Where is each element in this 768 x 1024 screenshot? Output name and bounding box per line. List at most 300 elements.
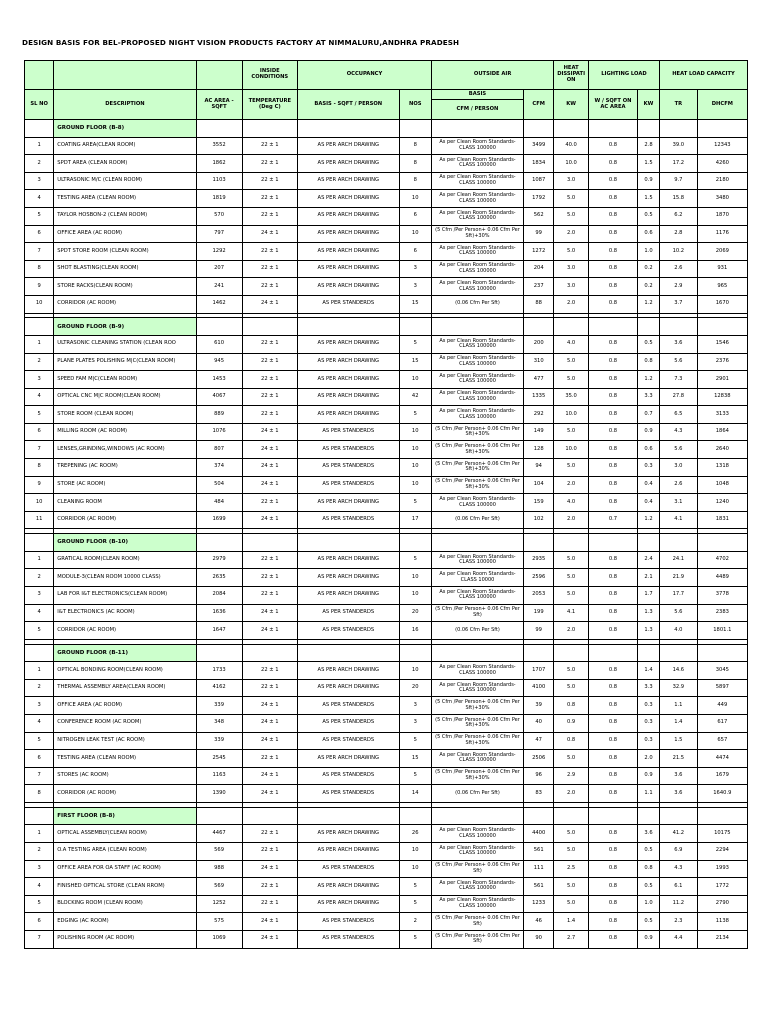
cell-description: ULTRASONIC CLEANING STATION (CLEAN ROO xyxy=(54,335,196,353)
cell-heat-kw: 5.0 xyxy=(554,459,589,477)
cell-lighting-kw: 1.4 xyxy=(638,662,660,680)
cell-w-sqft: 0.8 xyxy=(588,767,637,785)
cell-lighting-kw: 0.5 xyxy=(638,842,660,860)
cell-basis-sqft-person: AS PER STANDERDS xyxy=(298,423,399,441)
cell-basis-sqft-person: AS PER ARCH DRAWING xyxy=(298,494,399,512)
header-ac-area: AC AREA - SQFT xyxy=(196,90,242,120)
cell-description: PLANE PLATES POLISHING M|C(CLEAN ROOM) xyxy=(54,353,196,371)
cell-description: STORES (AC ROOM) xyxy=(54,767,196,785)
cell-tr: 15.8 xyxy=(660,190,698,208)
section-title: GROUND FLOOR (B-11) xyxy=(54,644,196,662)
cell-w-sqft: 0.8 xyxy=(588,842,637,860)
cell-tr: 7.3 xyxy=(660,371,698,389)
cell-basis-sqft-person: AS PER ARCH DRAWING xyxy=(298,825,399,843)
cell-cfm: 88 xyxy=(524,295,554,313)
cell-ac-area: 4162 xyxy=(196,679,242,697)
document-title: DESIGN BASIS FOR BEL-PROPOSED NIGHT VISION PRODUCTS FACTORY AT NIMMALURU,ANDHRA PRADESH xyxy=(22,38,460,47)
table-row xyxy=(25,622,748,640)
cell-outside-air-basis: (5 Cfm /Per Person+ 0.06 Cfm Per Sft) xyxy=(431,860,523,878)
section-blank-cell xyxy=(298,318,399,336)
cell-dhcfm: 1870 xyxy=(697,207,747,225)
cell-description: CONFERENCE ROOM (AC ROOM) xyxy=(54,714,196,732)
cell-outside-air-basis: As per Clean Room Standards-CLASS 100000 xyxy=(431,137,523,155)
section-blank-cell xyxy=(25,318,54,336)
cell-heat-kw: 2.9 xyxy=(554,767,589,785)
cell-nos: 5 xyxy=(399,406,431,424)
table-row xyxy=(25,155,748,173)
cell-heat-kw: 5.0 xyxy=(554,551,589,569)
cell-outside-air-basis: As per Clean Room Standards-CLASS 100000 xyxy=(431,551,523,569)
cell-tr: 1.4 xyxy=(660,714,698,732)
cell-heat-kw: 35.0 xyxy=(554,388,589,406)
cell-sl-no: 6 xyxy=(25,225,54,243)
cell-sl-no: 3 xyxy=(25,697,54,715)
header-description: DESCRIPTION xyxy=(54,90,196,120)
cell-sl-no: 9 xyxy=(25,476,54,494)
cell-cfm: 96 xyxy=(524,767,554,785)
cell-w-sqft: 0.8 xyxy=(588,551,637,569)
cell-sl-no: 7 xyxy=(25,441,54,459)
cell-cfm: 39 xyxy=(524,697,554,715)
cell-heat-kw: 10.0 xyxy=(554,155,589,173)
cell-heat-kw: 3.0 xyxy=(554,278,589,296)
cell-temperature: 22 ± 1 xyxy=(242,335,297,353)
cell-temperature: 22 ± 1 xyxy=(242,406,297,424)
table-row xyxy=(25,243,748,261)
section-blank-cell xyxy=(399,807,431,825)
section-blank-cell xyxy=(242,644,297,662)
cell-w-sqft: 0.8 xyxy=(588,662,637,680)
cell-nos: 3 xyxy=(399,714,431,732)
cell-outside-air-basis: As per Clean Room Standards-CLASS 100000 xyxy=(431,662,523,680)
section-blank-cell xyxy=(242,534,297,552)
cell-nos: 42 xyxy=(399,388,431,406)
cell-heat-kw: 2.0 xyxy=(554,476,589,494)
cell-nos: 2 xyxy=(399,913,431,931)
cell-heat-kw: 2.7 xyxy=(554,930,589,948)
cell-basis-sqft-person: AS PER ARCH DRAWING xyxy=(298,172,399,190)
cell-heat-kw: 0.8 xyxy=(554,732,589,750)
cell-lighting-kw: 2.8 xyxy=(638,137,660,155)
cell-outside-air-basis: (5 Cfm /Per Person+ 0.06 Cfm Per Sft) xyxy=(431,604,523,622)
table-row xyxy=(25,767,748,785)
cell-w-sqft: 0.8 xyxy=(588,587,637,605)
cell-description: NITROGEN LEAK TEST (AC ROOM) xyxy=(54,732,196,750)
table-row xyxy=(25,190,748,208)
cell-nos: 10 xyxy=(399,662,431,680)
cell-description: O.A TESTING AREA (CLEAN ROOM) xyxy=(54,842,196,860)
cell-sl-no: 4 xyxy=(25,604,54,622)
cell-dhcfm: 1318 xyxy=(697,459,747,477)
cell-w-sqft: 0.8 xyxy=(588,190,637,208)
cell-tr: 1.5 xyxy=(660,732,698,750)
cell-dhcfm: 5897 xyxy=(697,679,747,697)
cell-heat-kw: 5.0 xyxy=(554,679,589,697)
cell-temperature: 22 ± 1 xyxy=(242,825,297,843)
cell-heat-kw: 2.5 xyxy=(554,860,589,878)
cell-sl-no: 1 xyxy=(25,335,54,353)
cell-cfm: 4100 xyxy=(524,679,554,697)
table-header xyxy=(25,61,748,120)
cell-cfm: 104 xyxy=(524,476,554,494)
cell-nos: 5 xyxy=(399,895,431,913)
cell-cfm: 1792 xyxy=(524,190,554,208)
cell-ac-area: 807 xyxy=(196,441,242,459)
cell-nos: 15 xyxy=(399,750,431,768)
cell-nos: 5 xyxy=(399,551,431,569)
cell-temperature: 22 ± 1 xyxy=(242,750,297,768)
cell-description: OPTICAL ASSEMBLY(CLEAN ROOM) xyxy=(54,825,196,843)
cell-ac-area: 1163 xyxy=(196,767,242,785)
cell-heat-kw: 10.0 xyxy=(554,406,589,424)
cell-nos: 5 xyxy=(399,767,431,785)
cell-description: TESTING AREA (CLEAN ROOM) xyxy=(54,190,196,208)
cell-sl-no: 5 xyxy=(25,406,54,424)
cell-temperature: 22 ± 1 xyxy=(242,172,297,190)
cell-ac-area: 339 xyxy=(196,697,242,715)
cell-w-sqft: 0.8 xyxy=(588,860,637,878)
table-row xyxy=(25,860,748,878)
cell-outside-air-basis: As per Clean Room Standards-CLASS 100000 xyxy=(431,878,523,896)
cell-outside-air-basis: (5 Cfm /Per Person+ 0.06 Cfm Per Sft)+30% xyxy=(431,459,523,477)
cell-tr: 3.6 xyxy=(660,785,698,803)
cell-heat-kw: 10.0 xyxy=(554,441,589,459)
cell-heat-kw: 3.0 xyxy=(554,260,589,278)
section-blank-cell xyxy=(697,807,747,825)
cell-cfm: 1834 xyxy=(524,155,554,173)
cell-basis-sqft-person: AS PER STANDERDS xyxy=(298,714,399,732)
section-title: GROUND FLOOR (B-9) xyxy=(54,318,196,336)
cell-outside-air-basis: (5 Cfm /Per Person+ 0.06 Cfm Per Sft)+30% xyxy=(431,423,523,441)
cell-description: MODULE-3(CLEAN ROOM 10000 CLASS) xyxy=(54,569,196,587)
table-row xyxy=(25,878,748,896)
cell-dhcfm: 3045 xyxy=(697,662,747,680)
section-blank-cell xyxy=(524,120,554,138)
cell-basis-sqft-person: AS PER STANDERDS xyxy=(298,511,399,529)
cell-basis-sqft-person: AS PER ARCH DRAWING xyxy=(298,371,399,389)
cell-basis-sqft-person: AS PER ARCH DRAWING xyxy=(298,260,399,278)
section-blank-cell xyxy=(588,807,637,825)
cell-description: SPDT AREA (CLEAN ROOM) xyxy=(54,155,196,173)
cell-outside-air-basis: As per Clean Room Standards-CLASS 100000 xyxy=(431,207,523,225)
section-blank-cell xyxy=(399,120,431,138)
table-row xyxy=(25,441,748,459)
section-blank-cell xyxy=(660,318,698,336)
cell-w-sqft: 0.8 xyxy=(588,137,637,155)
cell-nos: 17 xyxy=(399,511,431,529)
cell-tr: 41.2 xyxy=(660,825,698,843)
cell-temperature: 24 ± 1 xyxy=(242,476,297,494)
cell-cfm: 292 xyxy=(524,406,554,424)
cell-outside-air-basis: As per Clean Room Standards-CLASS 100000 xyxy=(431,278,523,296)
cell-cfm: 159 xyxy=(524,494,554,512)
cell-cfm: 4400 xyxy=(524,825,554,843)
cell-outside-air-basis: As per Clean Room Standards-CLASS 100000 xyxy=(431,155,523,173)
cell-cfm: 90 xyxy=(524,930,554,948)
section-blank-cell xyxy=(431,318,523,336)
cell-temperature: 24 ± 1 xyxy=(242,622,297,640)
cell-lighting-kw: 1.2 xyxy=(638,371,660,389)
cell-cfm: 310 xyxy=(524,353,554,371)
cell-basis-sqft-person: AS PER STANDERDS xyxy=(298,441,399,459)
section-blank-cell xyxy=(25,644,54,662)
cell-description: ULTRASONIC M/C (CLEAN ROOM) xyxy=(54,172,196,190)
cell-dhcfm: 1679 xyxy=(697,767,747,785)
cell-sl-no: 3 xyxy=(25,172,54,190)
cell-cfm: 2596 xyxy=(524,569,554,587)
cell-tr: 6.1 xyxy=(660,878,698,896)
cell-heat-kw: 2.0 xyxy=(554,622,589,640)
cell-cfm: 237 xyxy=(524,278,554,296)
table-row xyxy=(25,172,748,190)
cell-ac-area: 1453 xyxy=(196,371,242,389)
cell-dhcfm: 12343 xyxy=(697,137,747,155)
cell-dhcfm: 2294 xyxy=(697,842,747,860)
cell-dhcfm: 1240 xyxy=(697,494,747,512)
cell-cfm: 1087 xyxy=(524,172,554,190)
cell-tr: 21.5 xyxy=(660,750,698,768)
section-blank-cell xyxy=(697,318,747,336)
cell-tr: 4.3 xyxy=(660,423,698,441)
cell-nos: 14 xyxy=(399,785,431,803)
cell-ac-area: 1103 xyxy=(196,172,242,190)
cell-lighting-kw: 2.1 xyxy=(638,569,660,587)
cell-tr: 2.9 xyxy=(660,278,698,296)
cell-dhcfm: 1670 xyxy=(697,295,747,313)
cell-heat-kw: 5.0 xyxy=(554,353,589,371)
header-blank xyxy=(196,61,242,90)
cell-cfm: 94 xyxy=(524,459,554,477)
cell-cfm: 1272 xyxy=(524,243,554,261)
cell-ac-area: 569 xyxy=(196,878,242,896)
section-blank-cell xyxy=(638,120,660,138)
cell-nos: 26 xyxy=(399,825,431,843)
cell-description: STORE (AC ROOM) xyxy=(54,476,196,494)
cell-dhcfm: 2134 xyxy=(697,930,747,948)
cell-w-sqft: 0.7 xyxy=(588,511,637,529)
cell-w-sqft: 0.8 xyxy=(588,278,637,296)
cell-dhcfm: 2069 xyxy=(697,243,747,261)
table-row xyxy=(25,551,748,569)
cell-lighting-kw: 1.0 xyxy=(638,895,660,913)
cell-outside-air-basis: As per Clean Room Standards-CLASS 100000 xyxy=(431,587,523,605)
cell-lighting-kw: 3.3 xyxy=(638,679,660,697)
cell-tr: 6.9 xyxy=(660,842,698,860)
cell-outside-air-basis: As per Clean Room Standards-CLASS 100000 xyxy=(431,335,523,353)
cell-outside-air-basis: (5 Cfm /Per Person+ 0.06 Cfm Per Sft)+30% xyxy=(431,476,523,494)
cell-outside-air-basis: (0.06 Cfm Per Sft) xyxy=(431,295,523,313)
cell-basis-sqft-person: AS PER ARCH DRAWING xyxy=(298,842,399,860)
cell-dhcfm: 1831 xyxy=(697,511,747,529)
cell-w-sqft: 0.8 xyxy=(588,930,637,948)
section-blank-cell xyxy=(588,534,637,552)
section-blank-cell xyxy=(431,644,523,662)
cell-cfm: 149 xyxy=(524,423,554,441)
cell-tr: 24.1 xyxy=(660,551,698,569)
cell-dhcfm: 2901 xyxy=(697,371,747,389)
cell-sl-no: 1 xyxy=(25,825,54,843)
cell-description: LENSES,GRINDING,WINDOWS (AC ROOM) xyxy=(54,441,196,459)
table-body xyxy=(25,120,748,949)
cell-description: TAYLOR HOSBON-2 (CLEAN ROOM) xyxy=(54,207,196,225)
cell-tr: 4.3 xyxy=(660,860,698,878)
cell-description: STORE RACKS(CLEAN ROOM) xyxy=(54,278,196,296)
cell-sl-no: 6 xyxy=(25,423,54,441)
cell-ac-area: 207 xyxy=(196,260,242,278)
header-occupancy: OCCUPANCY xyxy=(298,61,432,90)
cell-temperature: 24 ± 1 xyxy=(242,732,297,750)
table-row xyxy=(25,406,748,424)
cell-temperature: 22 ± 1 xyxy=(242,587,297,605)
cell-nos: 5 xyxy=(399,494,431,512)
cell-dhcfm: 1640.9 xyxy=(697,785,747,803)
cell-nos: 8 xyxy=(399,137,431,155)
cell-outside-air-basis: As per Clean Room Standards-CLASS 100000 xyxy=(431,406,523,424)
header-sl-no: SL NO xyxy=(25,90,54,120)
cell-heat-kw: 4.1 xyxy=(554,604,589,622)
cell-dhcfm: 1772 xyxy=(697,878,747,896)
cell-tr: 39.0 xyxy=(660,137,698,155)
cell-description: I&T ELECTRONICS (AC ROOM) xyxy=(54,604,196,622)
section-blank-cell xyxy=(298,807,399,825)
cell-nos: 10 xyxy=(399,225,431,243)
cell-dhcfm: 657 xyxy=(697,732,747,750)
cell-basis-sqft-person: AS PER STANDERDS xyxy=(298,860,399,878)
cell-basis-sqft-person: AS PER STANDERDS xyxy=(298,732,399,750)
cell-ac-area: 1462 xyxy=(196,295,242,313)
cell-dhcfm: 2640 xyxy=(697,441,747,459)
cell-ac-area: 1076 xyxy=(196,423,242,441)
header-cfm-person: CFM / PERSON xyxy=(431,100,523,120)
header-blank xyxy=(54,61,196,90)
cell-heat-kw: 40.0 xyxy=(554,137,589,155)
cell-lighting-kw: 0.9 xyxy=(638,172,660,190)
cell-temperature: 24 ± 1 xyxy=(242,225,297,243)
cell-heat-kw: 5.0 xyxy=(554,569,589,587)
section-header-row xyxy=(25,318,748,336)
cell-w-sqft: 0.8 xyxy=(588,207,637,225)
cell-temperature: 22 ± 1 xyxy=(242,551,297,569)
section-blank-cell xyxy=(588,318,637,336)
cell-tr: 4.1 xyxy=(660,511,698,529)
cell-cfm: 111 xyxy=(524,860,554,878)
cell-tr: 2.6 xyxy=(660,476,698,494)
cell-cfm: 40 xyxy=(524,714,554,732)
cell-cfm: 128 xyxy=(524,441,554,459)
cell-nos: 5 xyxy=(399,732,431,750)
cell-outside-air-basis: (5 Cfm /Per Person+ 0.06 Cfm Per Sft) xyxy=(431,913,523,931)
cell-outside-air-basis: As per Clean Room Standards-CLASS 100000 xyxy=(431,353,523,371)
cell-tr: 5.6 xyxy=(660,604,698,622)
section-blank-cell xyxy=(697,120,747,138)
cell-lighting-kw: 1.5 xyxy=(638,190,660,208)
cell-outside-air-basis: (5 Cfm /Per Person+ 0.06 Cfm Per Sft)+30% xyxy=(431,441,523,459)
cell-description: COATING AREA(CLEAN ROOM) xyxy=(54,137,196,155)
header-kw: KW xyxy=(554,90,589,120)
cell-ac-area: 889 xyxy=(196,406,242,424)
cell-lighting-kw: 0.2 xyxy=(638,278,660,296)
cell-heat-kw: 5.0 xyxy=(554,842,589,860)
table-row xyxy=(25,913,748,931)
cell-basis-sqft-person: AS PER STANDERDS xyxy=(298,295,399,313)
cell-tr: 17.2 xyxy=(660,155,698,173)
cell-outside-air-basis: (5 Cfm /Per Person+ 0.06 Cfm Per Sft) xyxy=(431,930,523,948)
cell-nos: 6 xyxy=(399,243,431,261)
cell-temperature: 24 ± 1 xyxy=(242,459,297,477)
cell-sl-no: 5 xyxy=(25,732,54,750)
cell-dhcfm: 2180 xyxy=(697,172,747,190)
cell-ac-area: 4067 xyxy=(196,388,242,406)
cell-sl-no: 3 xyxy=(25,860,54,878)
section-blank-cell xyxy=(25,120,54,138)
cell-lighting-kw: 1.2 xyxy=(638,295,660,313)
header-dhcfm: DHCFM xyxy=(697,90,747,120)
cell-nos: 10 xyxy=(399,587,431,605)
cell-lighting-kw: 1.0 xyxy=(638,243,660,261)
section-blank-cell xyxy=(638,318,660,336)
cell-basis-sqft-person: AS PER ARCH DRAWING xyxy=(298,155,399,173)
cell-tr: 21.9 xyxy=(660,569,698,587)
section-header-row xyxy=(25,120,748,138)
cell-w-sqft: 0.8 xyxy=(588,388,637,406)
cell-dhcfm: 1993 xyxy=(697,860,747,878)
cell-temperature: 22 ± 1 xyxy=(242,569,297,587)
section-title: GROUND FLOOR (B-10) xyxy=(54,534,196,552)
cell-sl-no: 6 xyxy=(25,750,54,768)
cell-sl-no: 10 xyxy=(25,295,54,313)
header-blank xyxy=(25,61,54,90)
cell-tr: 11.2 xyxy=(660,895,698,913)
cell-temperature: 24 ± 1 xyxy=(242,785,297,803)
cell-description: OPTICAL CNC M|C ROOM(CLEAN ROOM) xyxy=(54,388,196,406)
cell-heat-kw: 5.0 xyxy=(554,207,589,225)
cell-nos: 5 xyxy=(399,930,431,948)
cell-nos: 3 xyxy=(399,697,431,715)
cell-nos: 10 xyxy=(399,569,431,587)
table-row xyxy=(25,662,748,680)
cell-tr: 4.4 xyxy=(660,930,698,948)
cell-dhcfm: 10175 xyxy=(697,825,747,843)
cell-nos: 15 xyxy=(399,295,431,313)
cell-w-sqft: 0.8 xyxy=(588,423,637,441)
cell-temperature: 22 ± 1 xyxy=(242,243,297,261)
table-row xyxy=(25,371,748,389)
section-blank-cell xyxy=(638,644,660,662)
section-blank-cell xyxy=(697,534,747,552)
cell-outside-air-basis: As per Clean Room Standards-CLASS 100000 xyxy=(431,494,523,512)
cell-heat-kw: 4.0 xyxy=(554,494,589,512)
cell-sl-no: 8 xyxy=(25,785,54,803)
cell-lighting-kw: 0.5 xyxy=(638,335,660,353)
cell-lighting-kw: 0.8 xyxy=(638,860,660,878)
cell-dhcfm: 12838 xyxy=(697,388,747,406)
header-kw-lighting: KW xyxy=(638,90,660,120)
cell-temperature: 22 ± 1 xyxy=(242,260,297,278)
table-row xyxy=(25,459,748,477)
table-row xyxy=(25,732,748,750)
cell-w-sqft: 0.8 xyxy=(588,225,637,243)
cell-lighting-kw: 0.9 xyxy=(638,423,660,441)
section-blank-cell xyxy=(697,644,747,662)
cell-cfm: 1707 xyxy=(524,662,554,680)
cell-nos: 8 xyxy=(399,172,431,190)
section-header-row xyxy=(25,534,748,552)
cell-tr: 17.7 xyxy=(660,587,698,605)
cell-cfm: 1233 xyxy=(524,895,554,913)
cell-description: POLISHING ROOM (AC ROOM) xyxy=(54,930,196,948)
cell-description: LAB FOR I&T ELECTRONICS(CLEAN ROOM) xyxy=(54,587,196,605)
cell-sl-no: 2 xyxy=(25,842,54,860)
